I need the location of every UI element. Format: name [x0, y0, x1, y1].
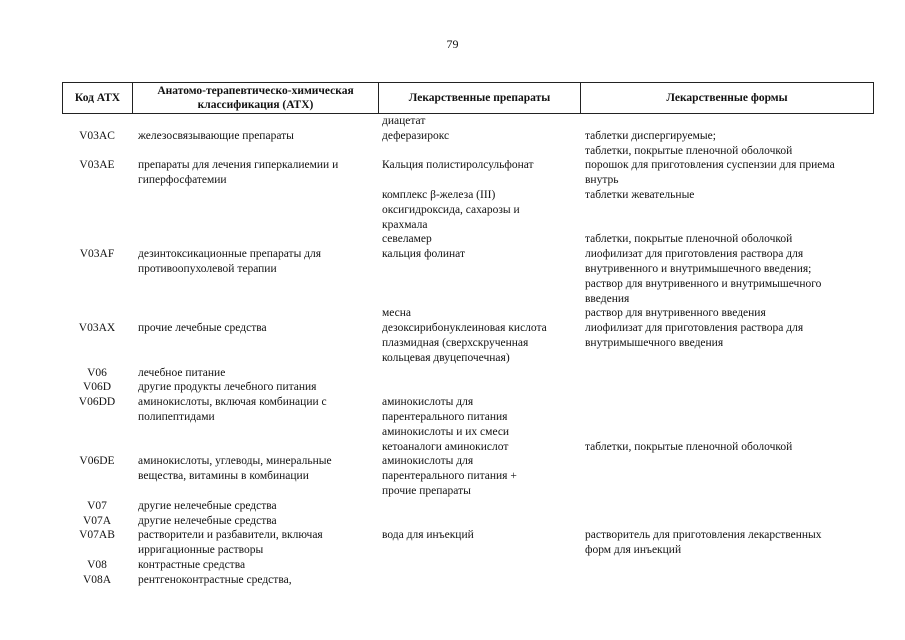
cell-drugs	[382, 158, 572, 173]
cell-forms-line: лиофилизат для приготовления раствора для	[585, 248, 804, 261]
cell-drugs	[382, 247, 572, 262]
cell-code: V07	[87, 499, 107, 512]
cell-classification-line: препараты для лечения гиперкалиемии и	[138, 159, 339, 172]
cell-classification-line: аминокислоты, включая комбинации с	[138, 396, 327, 409]
cell-classification-line: контрастные средства	[138, 558, 246, 571]
cell-drugs	[382, 306, 572, 321]
table-row	[62, 158, 872, 188]
cell-forms-line: раствор для внутривенного и внутримышечного	[585, 277, 822, 290]
cell-classification	[138, 528, 374, 558]
cell-forms-line: внутривенного и внутримышечного введения;	[585, 262, 812, 275]
cell-classification	[138, 158, 374, 188]
cell-drugs-line: диацетат	[382, 115, 426, 127]
cell-classification-line: дезинтоксикационные препараты для	[138, 248, 322, 261]
cell-classification-line: другие нелечебные средства	[138, 514, 277, 527]
cell-classification	[138, 366, 374, 381]
cell-classification-line: полипептидами	[138, 410, 215, 423]
table-row	[62, 499, 872, 514]
cell-forms-line: форм для инъекций	[585, 544, 682, 557]
cell-classification-line: другие нелечебные средства	[138, 499, 277, 512]
cell-drugs	[382, 528, 572, 543]
cell-forms-line: таблетки диспергируемые;	[585, 129, 716, 142]
cell-drugs-line: аминокислоты для	[382, 455, 474, 468]
table-row	[62, 395, 872, 439]
header-classification: Анатомо-терапевтическо-химическая классификация (АТХ)	[133, 83, 379, 113]
header-forms: Лекарственные формы	[666, 92, 788, 104]
cell-classification	[138, 247, 374, 277]
cell-drugs-line: Кальция полистиролсульфонат	[382, 159, 534, 172]
cell-classification-line: противоопухолевой терапии	[138, 262, 277, 275]
cell-forms-line: лиофилизат для приготовления раствора для	[585, 322, 804, 335]
cell-drugs-line: парентерального питания +	[382, 470, 517, 483]
cell-drugs-line: дезоксирибонуклеиновая кислота	[382, 322, 547, 335]
cell-code: V03AF	[79, 248, 115, 261]
cell-classification	[138, 514, 374, 529]
cell-forms-line: таблетки, покрытые пленочной оболочкой	[585, 144, 793, 157]
cell-classification-line: лечебное питание	[138, 366, 226, 379]
table-row	[62, 232, 872, 247]
cell-code: V07A	[82, 514, 112, 527]
cell-classification-line: рентгеноконтрастные средства,	[138, 573, 292, 586]
cell-drugs-line: месна	[382, 307, 412, 320]
cell-forms	[585, 321, 873, 351]
cell-drugs	[382, 188, 572, 232]
cell-classification-line: железосвязывающие препараты	[138, 129, 294, 142]
cell-classification-line: ирригационные растворы	[138, 544, 264, 557]
cell-forms	[585, 158, 873, 188]
cell-forms	[585, 440, 873, 455]
cell-drugs-line: аминокислоты для	[382, 396, 474, 409]
cell-code: V06D	[82, 381, 112, 394]
cell-code: V03AE	[79, 159, 115, 172]
cell-classification	[138, 558, 374, 573]
table-row	[62, 528, 872, 558]
cell-drugs-line: кетоаналоги аминокислот	[382, 440, 509, 453]
table-row	[62, 573, 872, 588]
cell-classification-line: вещества, витамины в комбинации	[138, 470, 309, 483]
cell-drugs-line: кальция фолинат	[382, 248, 466, 261]
table-body	[62, 114, 872, 588]
cell-drugs-line: прочие препараты	[382, 484, 471, 497]
cell-forms	[585, 528, 873, 558]
cell-forms-line: раствор для внутривенного введения	[585, 307, 766, 320]
cell-drugs-line: комплекс β-железа (III)	[382, 188, 496, 201]
cell-classification	[138, 499, 374, 514]
cell-drugs-line: деферазирокс	[382, 129, 450, 142]
table-row	[62, 558, 872, 573]
page-number: 79	[446, 37, 459, 51]
cell-classification-line: прочие лечебные средства	[138, 322, 267, 335]
cell-forms-line: введения	[585, 292, 630, 305]
cell-drugs-line: кольцевая двуцепочечная)	[382, 351, 510, 364]
cell-drugs-line: вода для инъекций	[382, 529, 474, 542]
cell-drugs	[382, 321, 572, 365]
cell-classification	[138, 380, 374, 395]
cell-classification	[138, 129, 374, 144]
cell-drugs-line: севеламер	[382, 233, 432, 246]
header-drugs: Лекарственные препараты	[379, 83, 581, 113]
cell-forms-line: таблетки, покрытые пленочной оболочкой	[585, 440, 793, 453]
cell-code: V03AX	[78, 322, 116, 335]
cell-classification	[138, 454, 374, 484]
header-code: Код АТХ	[63, 83, 133, 113]
cell-classification-line: другие продукты лечебного питания	[138, 381, 317, 394]
cell-classification-line: аминокислоты, углеводы, минеральные	[138, 455, 332, 468]
cell-classification	[138, 573, 374, 588]
cell-code: V03AC	[79, 129, 115, 142]
cell-forms	[585, 129, 873, 159]
table-row	[62, 454, 872, 498]
cell-forms-line: растворитель для приготовления лекарственных	[585, 529, 822, 542]
table-row	[62, 380, 872, 395]
cell-drugs-line: оксигидроксида, сахарозы и	[382, 203, 520, 216]
cell-classification	[138, 395, 374, 425]
cell-code: V06	[87, 366, 107, 379]
table-row	[62, 306, 872, 321]
cell-forms-line: таблетки жевательные	[585, 188, 695, 201]
table-row	[62, 188, 872, 232]
table-row	[62, 321, 872, 365]
cell-forms	[585, 306, 873, 321]
table-row	[62, 440, 872, 455]
cell-code: V06DE	[79, 455, 115, 468]
cell-code: V08	[87, 558, 107, 571]
cell-forms-line: порошок для приготовления суспензии для приема	[585, 159, 835, 172]
table-row	[62, 129, 872, 159]
table-row	[62, 366, 872, 381]
cell-drugs	[382, 454, 572, 498]
cell-forms	[585, 232, 873, 247]
cell-forms-line: таблетки, покрытые пленочной оболочкой	[585, 233, 793, 246]
cell-forms	[585, 188, 873, 203]
cell-code: V07AB	[79, 529, 115, 542]
cell-classification	[138, 321, 374, 336]
table-header	[62, 82, 874, 114]
cell-forms-line: внутрь	[585, 174, 619, 187]
cell-drugs	[382, 395, 572, 439]
cell-drugs-line: крахмала	[382, 218, 428, 231]
cell-forms-line: внутримышечного введения	[585, 336, 724, 349]
table-row	[62, 114, 872, 129]
cell-classification-line: растворители и разбавители, включая	[138, 529, 323, 542]
cell-forms	[585, 247, 873, 306]
cell-drugs	[382, 232, 572, 247]
cell-drugs	[382, 114, 572, 129]
table-row	[62, 247, 872, 306]
cell-drugs	[382, 129, 572, 144]
table-row	[62, 514, 872, 529]
cell-classification-line: гиперфосфатемии	[138, 174, 227, 187]
cell-code: V08A	[82, 573, 112, 586]
cell-code: V06DD	[78, 396, 116, 409]
cell-drugs-line: парентерального питания	[382, 410, 508, 423]
cell-drugs-line: плазмидная (сверхскрученная	[382, 336, 529, 349]
cell-drugs	[382, 440, 572, 455]
cell-drugs-line: аминокислоты и их смеси	[382, 425, 510, 438]
